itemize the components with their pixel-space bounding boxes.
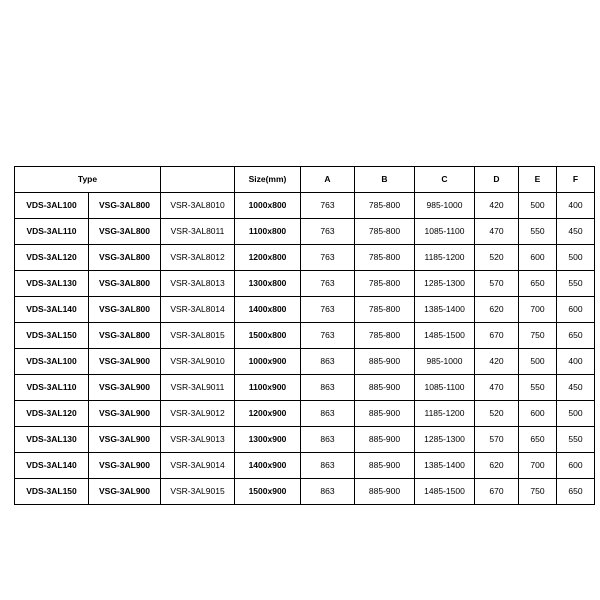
column-header-type: Type (15, 167, 161, 193)
cell-type2: VSG-3AL800 (89, 271, 161, 297)
cell-f: 500 (557, 401, 595, 427)
table-header (15, 167, 595, 193)
cell-c: 1185-1200 (415, 245, 475, 271)
cell-type2: VSG-3AL800 (89, 193, 161, 219)
cell-c: 1185-1200 (415, 401, 475, 427)
cell-b: 785-800 (355, 245, 415, 271)
cell-c: 1085-1100 (415, 219, 475, 245)
cell-b: 785-800 (355, 219, 415, 245)
cell-c: 1385-1400 (415, 453, 475, 479)
cell-d: 420 (475, 349, 519, 375)
cell-d: 420 (475, 193, 519, 219)
cell-a: 863 (301, 401, 355, 427)
cell-d: 670 (475, 323, 519, 349)
column-header-b: B (355, 167, 415, 193)
table-row (15, 323, 595, 349)
cell-type3: VSR-3AL8011 (161, 219, 235, 245)
cell-type1: VDS-3AL100 (15, 349, 89, 375)
table-header-row (15, 167, 595, 193)
cell-type2: VSG-3AL900 (89, 427, 161, 453)
cell-type1: VDS-3AL120 (15, 401, 89, 427)
cell-f: 450 (557, 219, 595, 245)
cell-c: 985-1000 (415, 349, 475, 375)
cell-c: 1285-1300 (415, 271, 475, 297)
cell-c: 1385-1400 (415, 297, 475, 323)
cell-type2: VSG-3AL900 (89, 479, 161, 505)
cell-f: 550 (557, 427, 595, 453)
cell-a: 763 (301, 323, 355, 349)
cell-type2: VSG-3AL900 (89, 349, 161, 375)
cell-type3: VSR-3AL9011 (161, 375, 235, 401)
cell-type2: VSG-3AL800 (89, 219, 161, 245)
cell-size: 1500x800 (235, 323, 301, 349)
cell-c: 1485-1500 (415, 479, 475, 505)
cell-size: 1400x800 (235, 297, 301, 323)
table-row (15, 297, 595, 323)
cell-b: 785-800 (355, 323, 415, 349)
cell-b: 785-800 (355, 193, 415, 219)
cell-d: 470 (475, 219, 519, 245)
cell-d: 520 (475, 401, 519, 427)
cell-size: 1000x800 (235, 193, 301, 219)
table-body (15, 193, 595, 505)
cell-b: 885-900 (355, 427, 415, 453)
cell-type2: VSG-3AL800 (89, 323, 161, 349)
cell-size: 1200x800 (235, 245, 301, 271)
cell-a: 863 (301, 479, 355, 505)
cell-c: 1285-1300 (415, 427, 475, 453)
cell-a: 763 (301, 193, 355, 219)
cell-f: 650 (557, 323, 595, 349)
cell-f: 450 (557, 375, 595, 401)
table-row (15, 479, 595, 505)
column-header-c: C (415, 167, 475, 193)
cell-type2: VSG-3AL800 (89, 245, 161, 271)
cell-f: 400 (557, 349, 595, 375)
cell-size: 1200x900 (235, 401, 301, 427)
table-row (15, 427, 595, 453)
spec-table-container (14, 166, 586, 505)
cell-f: 650 (557, 479, 595, 505)
cell-type3: VSR-3AL8012 (161, 245, 235, 271)
cell-e: 550 (519, 375, 557, 401)
cell-type1: VDS-3AL100 (15, 193, 89, 219)
cell-type2: VSG-3AL900 (89, 401, 161, 427)
cell-d: 620 (475, 453, 519, 479)
cell-type3: VSR-3AL8014 (161, 297, 235, 323)
cell-d: 620 (475, 297, 519, 323)
cell-b: 785-800 (355, 297, 415, 323)
cell-a: 863 (301, 427, 355, 453)
cell-e: 700 (519, 297, 557, 323)
cell-type3: VSR-3AL8013 (161, 271, 235, 297)
cell-c: 1485-1500 (415, 323, 475, 349)
cell-c: 985-1000 (415, 193, 475, 219)
cell-a: 763 (301, 271, 355, 297)
cell-type1: VDS-3AL120 (15, 245, 89, 271)
cell-size: 1100x800 (235, 219, 301, 245)
cell-a: 863 (301, 453, 355, 479)
cell-b: 785-800 (355, 271, 415, 297)
cell-e: 650 (519, 427, 557, 453)
cell-type3: VSR-3AL9012 (161, 401, 235, 427)
table-row (15, 349, 595, 375)
cell-size: 1100x900 (235, 375, 301, 401)
cell-a: 763 (301, 219, 355, 245)
cell-type2: VSG-3AL900 (89, 375, 161, 401)
cell-type3: VSR-3AL9013 (161, 427, 235, 453)
cell-type1: VDS-3AL130 (15, 427, 89, 453)
cell-type1: VDS-3AL110 (15, 375, 89, 401)
cell-type1: VDS-3AL150 (15, 479, 89, 505)
table-row (15, 401, 595, 427)
cell-f: 550 (557, 271, 595, 297)
table-row (15, 375, 595, 401)
cell-type3: VSR-3AL9010 (161, 349, 235, 375)
cell-size: 1000x900 (235, 349, 301, 375)
cell-type3: VSR-3AL8010 (161, 193, 235, 219)
cell-e: 600 (519, 401, 557, 427)
cell-b: 885-900 (355, 453, 415, 479)
cell-a: 763 (301, 245, 355, 271)
cell-d: 670 (475, 479, 519, 505)
column-header-size: Size(mm) (235, 167, 301, 193)
cell-a: 863 (301, 349, 355, 375)
cell-b: 885-900 (355, 401, 415, 427)
cell-a: 763 (301, 297, 355, 323)
cell-e: 600 (519, 245, 557, 271)
cell-size: 1300x900 (235, 427, 301, 453)
cell-f: 400 (557, 193, 595, 219)
cell-type3: VSR-3AL9015 (161, 479, 235, 505)
cell-b: 885-900 (355, 375, 415, 401)
cell-type1: VDS-3AL110 (15, 219, 89, 245)
cell-d: 470 (475, 375, 519, 401)
column-header-f: F (557, 167, 595, 193)
cell-type3: VSR-3AL9014 (161, 453, 235, 479)
column-header-e: E (519, 167, 557, 193)
cell-e: 750 (519, 479, 557, 505)
cell-f: 500 (557, 245, 595, 271)
cell-type2: VSG-3AL800 (89, 297, 161, 323)
cell-e: 650 (519, 271, 557, 297)
cell-size: 1300x800 (235, 271, 301, 297)
cell-type2: VSG-3AL900 (89, 453, 161, 479)
cell-d: 570 (475, 427, 519, 453)
cell-type1: VDS-3AL140 (15, 297, 89, 323)
cell-b: 885-900 (355, 479, 415, 505)
cell-c: 1085-1100 (415, 375, 475, 401)
column-header-model-blank (161, 167, 235, 193)
specification-table (14, 166, 595, 505)
cell-e: 700 (519, 453, 557, 479)
table-row (15, 245, 595, 271)
table-row (15, 219, 595, 245)
cell-e: 500 (519, 193, 557, 219)
cell-size: 1400x900 (235, 453, 301, 479)
cell-a: 863 (301, 375, 355, 401)
table-row (15, 271, 595, 297)
cell-e: 750 (519, 323, 557, 349)
table-row (15, 453, 595, 479)
cell-type1: VDS-3AL130 (15, 271, 89, 297)
cell-e: 500 (519, 349, 557, 375)
cell-type1: VDS-3AL150 (15, 323, 89, 349)
cell-f: 600 (557, 453, 595, 479)
cell-b: 885-900 (355, 349, 415, 375)
table-row (15, 193, 595, 219)
cell-d: 520 (475, 245, 519, 271)
cell-e: 550 (519, 219, 557, 245)
cell-type3: VSR-3AL8015 (161, 323, 235, 349)
column-header-d: D (475, 167, 519, 193)
cell-d: 570 (475, 271, 519, 297)
column-header-a: A (301, 167, 355, 193)
cell-type1: VDS-3AL140 (15, 453, 89, 479)
cell-size: 1500x900 (235, 479, 301, 505)
cell-f: 600 (557, 297, 595, 323)
